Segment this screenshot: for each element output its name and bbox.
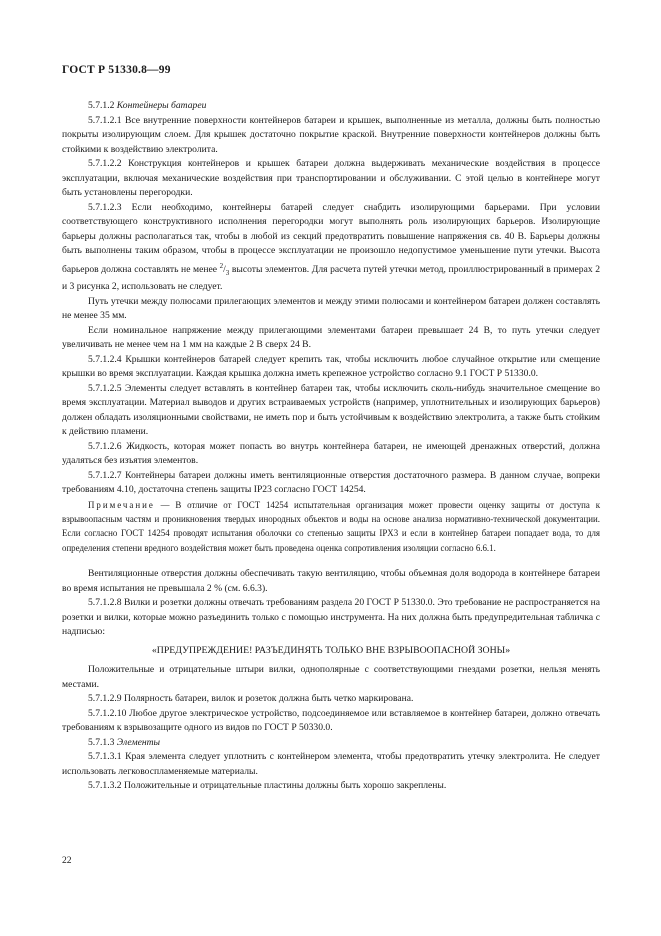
document-body [62,99,600,794]
paragraph-voltage: Если номинальное напряжение между прилегающими элементами батареи превышает 24 В, то путь утечки следует увеличивать не менее чем на 1 мм на каждые 2 В сверх 24 В. [62,324,600,351]
document-page [62,0,600,936]
paragraph-5-7-1-2-6: 5.7.1.2.6 Жидкость, которая может попасть во внутрь контейнера батареи, не имеющей дренажных отверстий, должна удаляться без изъятия элементов. [62,440,600,467]
note-text: — В отличие от ГОСТ 14254 испытательная организация может провести оценку защиты от доступа к взрывоопасным частям и проникновения твердых инородных объектов и воды на основе анализа нормативно-технической документации. Если согласно ГОСТ 14254 проводят испытания оболочки со степенью защиты IPX3 и если в контейнер батареи попадает вода, то для определения степени вредного воздействия может быть проведена оценка сопротивления изоляции согласно 6.6.1. [62,499,601,553]
subsection-number: 5.7.1.3 [88,736,115,748]
paragraph-5-7-1-2-10: 5.7.1.2.10 Любое другое электрическое устройство, подсоединяемое или вставляемое в контейнер батареи, должно отвечать требованиям к взрывозащите одного из видов по ГОСТ Р 50330.0. [62,707,600,734]
subsection-heading-elements [62,736,600,751]
standard-header: ГОСТ Р 51330.8—99 [62,64,171,76]
subsection-number: 5.7.1.2 [88,100,115,111]
subsection-title: Элементы [116,736,161,748]
paragraph-5-7-1-3-1: 5.7.1.3.1 Края элемента следует уплотнить с контейнером элемента, чтобы предотвратить утечку электролита. Не следует использовать легковоспламеняемые материалы. [62,751,600,777]
fraction-numerator: 2 [219,261,224,270]
paragraph-pins: Положительные и отрицательные штыри вилки, однополярные с соответствующими гнездами розетки, нельзя менять местами. [62,664,600,690]
fraction-denominator: 3 [225,268,230,277]
paragraph-5-7-1-2-8: 5.7.1.2.8 Вилки и розетки должны отвечать требованиям раздела 20 ГОСТ Р 51330.0. Это требование не распространяется на розетки и вилки, которые можно разъединить только с помощью инструмента. На них должна быть предупредительная табличка с надписью: [62,597,600,638]
paragraph-5-7-1-2-2: 5.7.1.2.2 Конструкция контейнеров и крышек батареи должна выдерживать механические воздействия в процессе эксплуатации, включая механические воздействия при транспортировании и обслуживании. С этой целью в контейнере могут быть установлены перегородки. [62,158,600,198]
page-number: 22 [62,855,72,866]
paragraph-5-7-1-2-7: 5.7.1.2.7 Контейнеры батареи должны иметь вентиляционные отверстия достаточного размера. В данном случае, вопреки требованиям 4.10, достаточна степень защиты IP23 согласно ГОСТ 14254. [62,469,600,496]
spacer [62,555,600,567]
note-label: Примечание [88,499,155,510]
paragraph-5-7-1-2-9: 5.7.1.2.9 Полярность батареи, вилок и розеток должна быть четко маркирована. [88,693,414,705]
warning-label: «ПРЕДУПРЕЖДЕНИЕ! РАЗЪЕДИНЯТЬ ТОЛЬКО ВНЕ ВЗРЫВООПАСНОЙ ЗОНЫ» [151,644,511,656]
paragraph-5-7-1-3-2: 5.7.1.3.2 Положительные и отрицательные пластины должны быть хорошо закреплены. [88,780,447,792]
paragraph-5-7-1-2-4: 5.7.1.2.4 Крышки контейнеров батарей следует крепить так, чтобы исключить любое случайное открытие или смещение крышки во время эксплуатации. Каждая крышка должна иметь крепежное устройство согласно 9.1 ГОСТ Р 51330.0. [62,353,600,380]
subsection-heading-containers [62,99,600,114]
paragraph-5-7-1-2-3: 5.7.1.2.3 Если необходимо, контейнеры батарей следует снабдить изолирующими барьерами. При условии соответствующего конструктивного исполнения перегородки могут выполнять роль изолирующих барьеров. Изолирующие барьеры должны располагаться так, чтобы в любой из секций предотвратить повышение напряжения св. 40 В. Барьеры должны быть выполнены таким образом, чтобы в процессе эксплуатации не произошло недопустимое уменьшение пути утечки. Высота барьеров должна составлять не менее $^2/_3$ высоты элементов. Для расчета путей утечки метод, проиллюстрированный в примерах 2 и 3 рисунка 2, использовать не следует. [62,201,600,293]
subsection-title: Контейнеры батареи [116,100,207,111]
paragraph-5-7-1-2-1: 5.7.1.2.1 Все внутренние поверхности контейнеров батареи и крышек, выполненные из металла, должны быть полностью покрыты изолирующим слоем. Для крышек достаточно покрытие краской. Внутренние поверхности контейнеров должны быть стойкими к воздействию электролита. [62,114,600,155]
paragraph-leakage-path: Путь утечки между полюсами прилегающих элементов и между этими полюсами и контейнером батареи должен составлять не менее 35 мм. [62,295,600,322]
paragraph-5-7-1-2-5: 5.7.1.2.5 Элементы следует вставлять в контейнер батареи так, чтобы исключить сколь-нибудь значительное смещение во время эксплуатации. Материал выводов и других встраиваемых устройств (например, уплотнительных и изолирующих барьеров) должен обладать изоляционными свойствами, не иметь пор и быть устойчивым к воздействию электролита, а также быть стойким к действию пламени. [62,382,600,438]
paragraph-text-cont: высоты элементов. Для расчета путей утечки метод, проиллюстрированный в примерах 2 и 3 рисунка 2, использовать не следует. [62,263,600,293]
paragraph-text: 5.7.1.2.3 Если необходимо, контейнеры батарей следует снабдить изолирующими барьерами. При условии соответствующего конструктивного исполнения перегородки могут выполнять роль изолирующих барьеров. Изолирующие барьеры должны располагаться так, чтобы в любой из секций предотвратить повышение напряжения св. 40 В. Барьеры должны быть выполнены таким образом, чтобы в процессе эксплуатации не произошло недопустимое уменьшение пути утечки. Высота барьеров должна составлять не менее [62,201,600,275]
note-block [62,498,600,556]
paragraph-ventilation: Вентиляционные отверстия должны обеспечивать такую вентиляцию, чтобы объемная доля водорода в контейнере батареи во время испытания не превышала 2 % (см. 6.6.3). [62,568,600,594]
